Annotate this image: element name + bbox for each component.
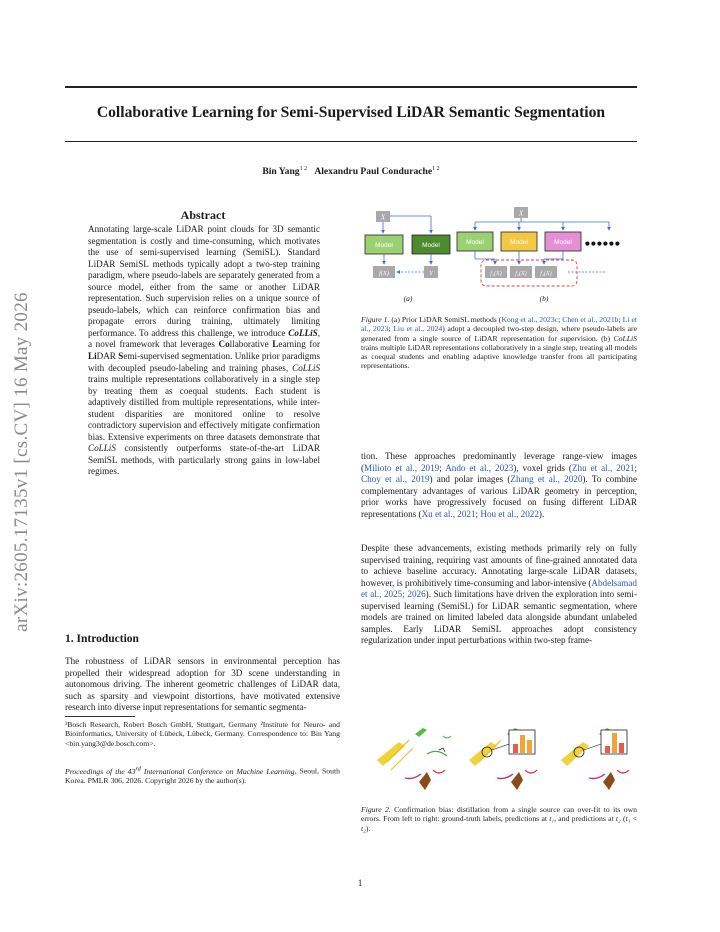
proceedings-text: International Conference on Machine Learning [140,766,295,776]
author-name: Bin Yang [262,166,300,178]
acronym-letter: Li [88,351,97,362]
body-span: ). To combine complementary advantages of various LiDAR geometry in perception, prior works have progressively focused on fusing different LiDAR representations ( [361,474,637,519]
method-name: CoLLiS [292,362,321,373]
intro-paragraph-1: The robustness of LiDAR sensors in environmental perception has propelled their widespread adoption for 3D scene understanding in autonomous driving. The inherent geometric challenges of LiDAR data, such as sparsity and viewpoint distortions, have motivated extensive research into diverse input representations for semantic segmenta- [65,656,340,713]
citation-link[interactable]: Zhu et al., 2021 [571,462,635,473]
arxiv-id: arXiv:2605.17135v1 [cs.CV] 16 May 2026 [11,292,32,632]
citation-link[interactable]: Abdelsamad et al., 2025; 2026 [361,577,637,600]
abstract-span: consistently outperforms state-of-the-art LiDAR SemiSL methods, with particularly strong gains in low-label regimes. [88,443,320,477]
figure-1-diagram [361,202,637,306]
citation-link[interactable]: Hou et al., 2022 [480,508,539,519]
author-name: Alexandru Paul Condurache [314,166,433,178]
caption-text: Confirmation bias: distillation from a single source can over-fit to its own errors. From left to right: ground-truth labels, predictions at [361,805,638,824]
caption-text: < [630,814,638,824]
more-models-dots: ●●●●●● [585,241,621,247]
prediction-label: f₂(X) [515,271,527,277]
caption-text: ) adopt a decoupled two-step design, where pseudo-labels are generated from a single source of LiDAR representation for supervision. (b) [361,324,637,343]
citation-link[interactable]: Liu et al., 2024 [393,324,443,334]
abstract-span: , a novel framework that leverages [88,327,320,350]
body-span: ) and polar images ( [429,474,511,485]
prediction-label: f(X) [378,270,390,277]
abstract-span: emi-supervised segmentation. Unlike prior paradigms with decoupled pseudo-labeling and training phases, [88,351,320,373]
abstract-span: Annotating large-scale LiDAR point clouds for 3D semantic segmentation is costly and time-consuming, which motivates the use of semi-supervised learning (SemiSL). Standard LiDAR SemiSL methods typically adopt a two-step training paradigm, where pseudo-labels are separately generated from a source model, either from the same or another LiDAR representation. Such supervision relies on a unique source of pseudo-labels, which can reinforce confirmation bias and propagate errors during training, ultimately limiting performance. To address this challenge, we introduce [88,224,320,338]
caption-sep: ; [618,315,623,324]
body-sep: ; [475,508,481,519]
subfigure-label-b: (b) [539,294,549,303]
input-x-label-a: X [380,213,386,222]
method-name: CoLLiS [88,443,116,454]
footnote-rule [65,716,135,717]
prediction-t2-panel [561,728,629,790]
figure-2-image [369,720,631,796]
proceedings-text: Proceedings of the 43 [65,766,136,776]
caption-head: Figure 2. [361,805,391,814]
citation-link[interactable]: Chen et al., 2021b [562,315,619,324]
abstract-span: earning for [278,339,320,350]
arxiv-stamp [0,0,44,932]
title-rule-top [65,86,637,88]
abstract-span: trains multiple representations collaboratively in a single step by treating them as coequal students. Each student is adaptively distilled from multiple representations, while inter-student disparities are monitored online to resolve contradictory supervision and effectively mitigate confirmation bias. Extensive experiments on three datasets demonstrate that [88,374,320,442]
footnote-proceedings [65,764,340,785]
body-span: ). [538,508,545,519]
model-label: Model [466,239,484,246]
time-symbol: t₁ [625,814,631,824]
caption-text: trains multiple LiDAR representations collaboratively in a single step, treating all models as coequal students and enabling adaptive knowledge transfer from all participating representations. [361,342,637,371]
body-span: ), voxel grids ( [513,462,572,473]
body-sep: ; [439,462,446,473]
citation-link[interactable]: Kong et al., 2023c [501,315,559,324]
model-label: Model [510,239,528,246]
body-sep: ; [634,462,637,473]
section-heading: 1. Introduction [65,633,139,645]
citation-link[interactable]: Milioto et al., 2019 [364,462,440,473]
caption-text: (a) Prior LiDAR SemiSL methods ( [389,315,502,324]
body-span: ). Such limitations have driven the exploration into semi-supervised learning (SemiSL) for LiDAR semantic segmentation, where models are trained on limited labeled data alongside abundant unlabeled samples. Early LiDAR SemiSL approaches adopt consistency regularization under input perturbations within two-step frame- [361,589,637,646]
title-rule-bottom [65,141,637,142]
abstract-span: llaborative [229,339,269,350]
author-affiliation: 1 2 [432,166,440,172]
acronym-letter: L [272,339,279,350]
proceedings-sup: rd [135,765,141,772]
acronym-letter: S [118,351,124,362]
time-symbol: t₁ [549,814,555,824]
page-number: 1 [357,878,363,888]
acronym-letter: Co [218,339,230,350]
input-x-label-b: X [518,209,524,218]
citation-link[interactable]: Choy et al., 2019 [361,474,430,485]
caption-head: Figure 1. [361,315,390,324]
prediction-label: f₁(X) [490,271,502,277]
caption-text: ). [365,823,371,833]
abstract-text [88,224,320,478]
figure-2-caption [361,805,637,833]
prediction-label: f₃(X) [540,271,552,277]
caption-sep: ; [388,324,394,334]
ground-truth-panel [377,728,451,790]
pseudo-label: Y [429,270,433,277]
citation-link[interactable]: Xu et al., 2021 [421,508,476,519]
time-symbol: t₂ [615,814,621,824]
author-list [65,166,637,177]
author-affiliation: 1 2 [299,166,308,172]
subfigure-label-a: (a) [403,294,413,303]
footnote-affiliations: ¹Bosch Research, Robert Bosch GmbH, Stuttgart, Germany ²Institute for Neuro- and Bioinformatics, University of Lübeck, Lübeck, Germany. Correspondence to: Bin Yang <bin.yang3@de.bosch.com>. [65,720,340,748]
caption-text: ( [620,814,626,824]
method-name: CoLLiS [613,333,638,343]
paper-title: Collaborative Learning for Semi-Supervised LiDAR Semantic Segmentation [96,104,606,121]
model-label: Model [554,239,572,246]
time-symbol: t₂ [361,823,366,833]
model-label: Model [422,242,440,249]
caption-text: , and predictions at [554,814,616,824]
citation-link[interactable]: Li et al., 2023 [361,315,638,334]
caption-sep: ; [558,315,563,324]
figure-1-caption [361,315,637,371]
intro-paragraph-2 [361,451,637,520]
abstract-heading: Abstract [180,208,226,222]
proceedings-text: , Seoul, South Korea. PMLR 306, 2026. Copyright 2026 by the author(s). [65,766,340,785]
citation-link[interactable]: Ando et al., 2023 [445,462,514,473]
abstract-span: DAR [96,351,116,362]
body-span: tion. These approaches predominantly leverage range-view images ( [361,451,637,473]
body-span: Despite these advancements, existing methods primarily rely on fully supervised training, requiring vast amounts of fine-grained annotated data to achieve baseline accuracy. Annotating large-scale LiDAR datasets, however, is prohibitively time-consuming and labor-intensive ( [361,543,637,588]
intro-paragraph-3 [361,543,637,647]
prediction-t1-panel [469,728,537,790]
citation-link[interactable]: Zhang et al., 2020 [510,474,583,485]
method-name: CoLLiS [288,327,318,338]
model-label: Model [375,242,393,249]
